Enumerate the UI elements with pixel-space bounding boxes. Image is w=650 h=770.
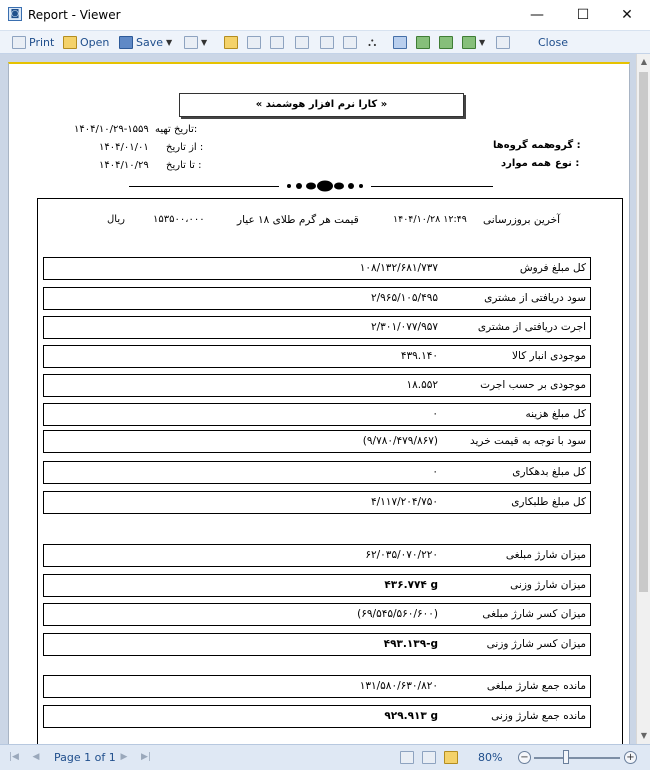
summary-row <box>43 257 591 280</box>
summary-row <box>43 603 591 626</box>
summary-row <box>43 544 591 567</box>
binoculars-icon: ⛬ <box>368 35 377 49</box>
zoom-dropdown-arrow-icon[interactable]: ▼ <box>479 38 486 47</box>
row-label: اجرت دریافتی از مشتری <box>477 321 586 333</box>
scroll-down-icon[interactable]: ▼ <box>640 731 648 740</box>
zoom-mode-button[interactable] <box>462 34 485 51</box>
page-layout-icon <box>320 36 334 49</box>
row-value: ۴۳۶.۷۷۴ g <box>384 579 438 591</box>
row-value: (۹/۷۸۰/۴۷۹/۸۶۷) <box>362 435 438 447</box>
row-value: ۱۰۸/۱۳۲/۶۸۱/۷۳۷ <box>359 262 438 274</box>
row-label: میزان کسر شارژ وزنی <box>486 638 586 650</box>
summary-row <box>43 574 591 597</box>
columns-icon <box>343 36 357 49</box>
row-value: ۴۹۳.۱۳۹-g <box>383 638 438 650</box>
row-value: ۹۲۹.۹۱۳ g <box>384 710 438 722</box>
open-button[interactable]: Open <box>63 34 109 51</box>
minimize-button[interactable]: — <box>530 7 544 23</box>
floppy-disk-icon <box>119 36 133 49</box>
status-bar <box>0 744 650 770</box>
row-label: میزان کسر شارژ مبلغی <box>482 608 586 620</box>
row-label: سود دریافتی از مشتری <box>484 292 586 304</box>
summary-row <box>43 705 591 728</box>
close-report-button[interactable]: Close <box>538 36 568 49</box>
previous-page-icon[interactable]: ◀ <box>32 752 40 762</box>
continuous-icon <box>416 36 430 49</box>
send-email-button[interactable] <box>184 34 207 51</box>
page-info: Page 1 of 1 <box>54 751 116 764</box>
last-page-icon[interactable]: ▶| <box>141 752 151 762</box>
grid-icon <box>462 36 476 49</box>
row-label: مانده جمع شارژ وزنی <box>491 710 586 722</box>
row-value: ۱۸.۵۵۲ <box>406 379 438 391</box>
zoom-level: 80% <box>478 751 503 764</box>
row-value: ۴۳۹.۱۴۰ <box>400 350 438 362</box>
row-label: کل مبلغ هزینه <box>525 408 586 420</box>
zoom-out-icon[interactable]: − <box>518 751 531 764</box>
zoom-slider-track[interactable] <box>534 757 620 759</box>
zoom-in-icon[interactable]: + <box>624 751 637 764</box>
row-label: کل مبلغ طلبکاری <box>511 496 586 508</box>
multi-page-icon <box>439 36 453 49</box>
row-label: کل مبلغ فروش <box>519 262 586 274</box>
page-icon <box>295 36 309 49</box>
fullscreen-button[interactable] <box>496 34 510 51</box>
page-width-view-icon[interactable] <box>422 751 436 764</box>
row-label: سود با توجه به قیمت خرید <box>469 435 586 447</box>
last-update-label: آخرین بروزرسانی <box>483 214 561 226</box>
first-page-icon[interactable]: |◀ <box>9 752 19 762</box>
multi-page-view-icon[interactable] <box>444 751 458 764</box>
multiple-pages-button[interactable] <box>439 34 453 51</box>
send-icon <box>184 36 198 49</box>
vertical-scrollbar[interactable] <box>636 54 650 744</box>
to-date-label: تا تاریخ : <box>166 160 202 171</box>
folder-icon <box>63 36 77 49</box>
row-label: موجودی انبار کالا <box>512 350 586 362</box>
report-page <box>8 62 630 744</box>
scroll-up-icon[interactable]: ▲ <box>640 57 648 66</box>
edit-button[interactable] <box>270 34 284 51</box>
next-page-icon[interactable]: ▶ <box>120 752 128 762</box>
summary-row <box>43 430 591 453</box>
from-date-label: از تاریخ : <box>166 142 204 153</box>
row-label: موجودی بر حسب اجرت <box>480 379 586 391</box>
row-value: (۶۹/۵۴۵/۵۶۰/۶۰۰) <box>357 608 438 620</box>
summary-row <box>43 675 591 698</box>
report-viewer-icon: ◙ <box>8 7 22 21</box>
row-value: ۱۳۱/۵۸۰/۶۳۰/۸۲۰ <box>359 680 438 692</box>
to-date-value: ۱۴۰۴/۱۰/۲۹ <box>99 160 149 171</box>
single-page-button[interactable] <box>393 34 407 51</box>
single-page-view-icon[interactable] <box>400 751 414 764</box>
last-update-value: ۱۴۰۴/۱۰/۲۸ ۱۲:۴۹ <box>393 214 467 225</box>
bookmark-icon <box>224 36 238 49</box>
toolbar <box>0 30 650 54</box>
edit-pencil-icon <box>270 36 284 49</box>
parameters-button[interactable] <box>247 34 261 51</box>
close-window-button[interactable]: ✕ <box>621 7 633 23</box>
print-button[interactable]: Print <box>12 34 54 51</box>
row-value: ۶۲/۰۳۵/۰۷۰/۲۲۰ <box>365 549 438 561</box>
zoom-slider-knob[interactable] <box>563 750 569 764</box>
scrollbar-thumb[interactable] <box>639 72 648 592</box>
summary-row <box>43 403 591 426</box>
from-date-value: ۱۴۰۴/۰۱/۰۱ <box>99 142 149 153</box>
summary-row <box>43 374 591 397</box>
prep-date-label: تاریخ تهیه: <box>155 124 198 135</box>
type-label: نوع : <box>555 158 580 169</box>
summary-row <box>43 345 591 368</box>
printer-icon <box>12 36 26 49</box>
row-value: ۰ <box>432 408 438 420</box>
summary-row <box>43 491 591 514</box>
report-title: « کارا نرم افزار هوشمند » <box>179 93 464 117</box>
save-button[interactable]: Save ▼ <box>119 34 172 51</box>
view-columns-button[interactable] <box>343 34 357 51</box>
summary-row <box>43 461 591 484</box>
summary-row <box>43 633 591 656</box>
currency-label: ریال <box>107 214 125 225</box>
type-value: همه موارد <box>501 158 551 169</box>
row-label: میزان شارژ مبلغی <box>505 549 586 561</box>
summary-row <box>43 316 591 339</box>
fullscreen-icon <box>496 36 510 49</box>
page-setup-button[interactable] <box>320 34 334 51</box>
gold-price-label: قیمت هر گرم طلای ۱۸ عیار <box>237 214 359 226</box>
single-page-icon <box>393 36 407 49</box>
save-dropdown-arrow-icon[interactable]: ▼ <box>166 38 173 47</box>
find-button[interactable] <box>368 34 376 51</box>
row-label: مانده جمع شارژ مبلغی <box>486 680 586 692</box>
summary-row <box>43 287 591 310</box>
row-value: ۲/۳۰۱/۰۷۷/۹۵۷ <box>370 321 438 333</box>
divider-line-left <box>129 186 279 187</box>
row-value: ۴/۱۱۷/۲۰۴/۷۵۰ <box>370 496 438 508</box>
send-dropdown-arrow-icon[interactable]: ▼ <box>201 38 208 47</box>
report-viewer-area[interactable] <box>0 54 636 744</box>
row-value: ۲/۹۶۵/۱۰۵/۴۹۵ <box>370 292 438 304</box>
document-icon <box>247 36 261 49</box>
title-bar <box>0 0 650 30</box>
group-label: گروه : <box>549 140 581 151</box>
row-label: میزان شارژ وزنی <box>510 579 586 591</box>
thumbnails-button[interactable] <box>295 34 309 51</box>
ornament-divider-icon <box>281 180 369 192</box>
row-label: کل مبلغ بدهکاری <box>512 466 586 478</box>
window-title: Report - Viewer <box>28 8 121 22</box>
row-value: ۰ <box>432 466 438 478</box>
gold-price-value: ۱۵۳۵۰۰،۰۰۰ <box>153 214 205 225</box>
bookmarks-button[interactable] <box>224 34 238 51</box>
prep-date-value: ۱۴۰۴/۱۰/۲۹-۱۵۵۹ <box>74 124 149 135</box>
divider-line-right <box>371 186 493 187</box>
group-value: همه گروه‌ها <box>493 140 552 151</box>
continuous-page-button[interactable] <box>416 34 430 51</box>
maximize-button[interactable]: ☐ <box>576 7 590 23</box>
